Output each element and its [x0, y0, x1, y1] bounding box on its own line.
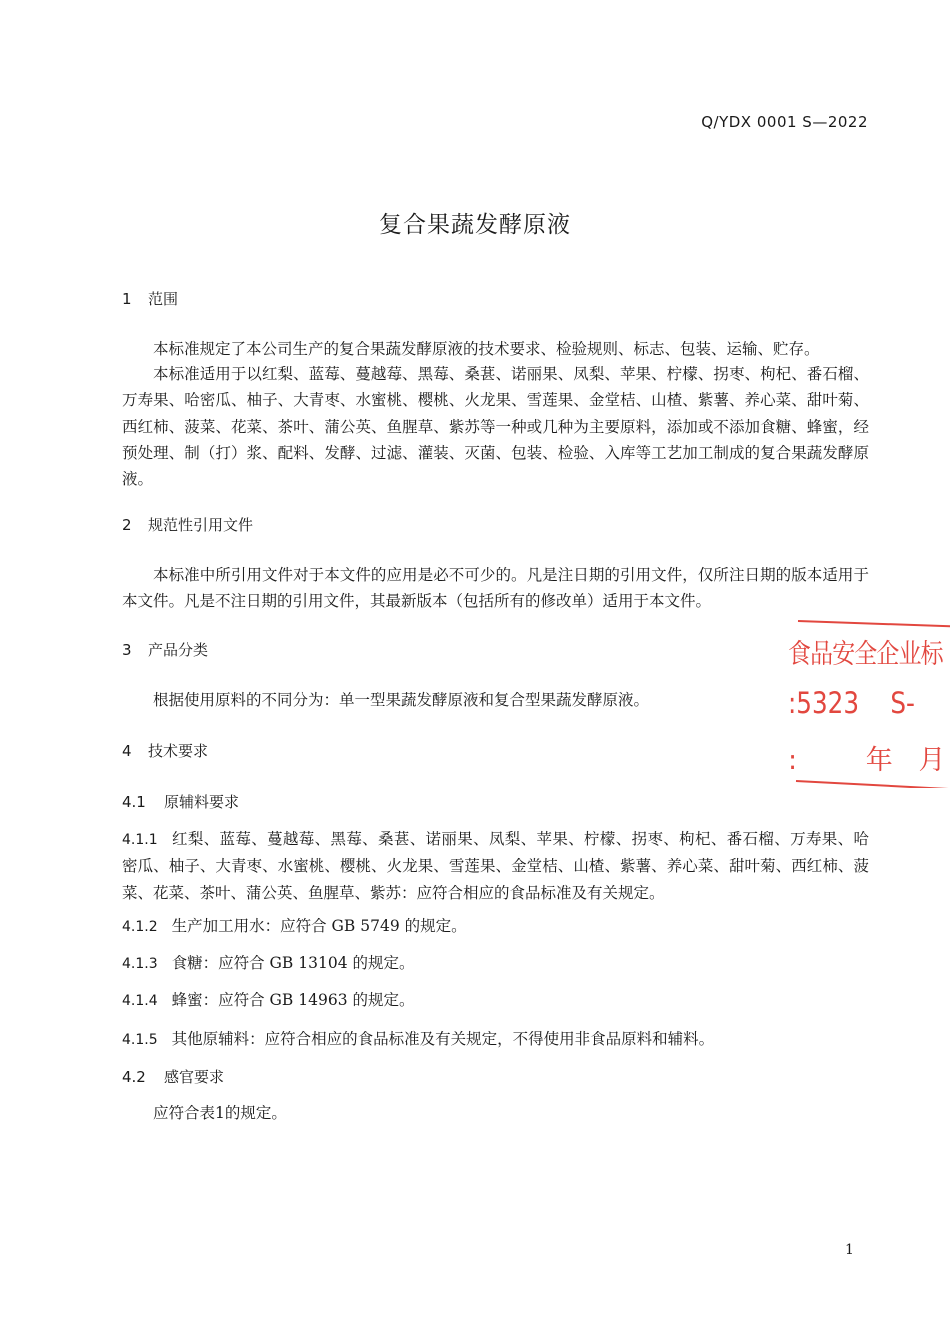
clause-number: 4.1.2 — [122, 919, 158, 935]
registration-stamp — [788, 620, 950, 788]
subsection-title: 感官要求 — [164, 1068, 225, 1086]
section-number: 4 — [122, 742, 132, 760]
stamp-border-bottom — [796, 780, 950, 788]
clause-4-1-4 — [122, 987, 869, 1014]
subsection-4-2-heading — [122, 1066, 224, 1087]
section-title: 产品分类 — [148, 641, 209, 659]
section-title: 技术要求 — [148, 742, 209, 760]
section-title: 规范性引用文件 — [148, 516, 254, 534]
clause-number: 4.1.4 — [122, 993, 158, 1009]
section-1-paragraph-1: 本标准规定了本公司生产的复合果蔬发酵原液的技术要求、检验规则、标志、包装、运输、贮存。 — [153, 340, 820, 358]
document-title: 复合果蔬发酵原液 — [379, 212, 571, 238]
subsection-4-1-heading — [122, 791, 239, 812]
section-4-heading — [122, 740, 208, 761]
clause-4-1-2 — [122, 913, 869, 940]
subsection-number: 4.2 — [122, 1068, 146, 1086]
stamp-text-line-3: : 年 月 — [788, 745, 946, 776]
clause-4-1-3 — [122, 950, 869, 977]
clause-text: 其他原辅料：应符合相应的食品标准及有关规定，不得使用非食品原料和辅料。 — [171, 1030, 715, 1048]
stamp-border-top — [798, 620, 950, 628]
subsection-number: 4.1 — [122, 793, 146, 811]
section-2-heading — [122, 514, 253, 535]
subsection-title: 原辅料要求 — [164, 793, 240, 811]
clause-text: 食糖：应符合 GB 13104 的规定。 — [171, 954, 415, 972]
section-1-paragraph-2: 本标准适用于以红梨、蓝莓、蔓越莓、黑莓、桑葚、诺丽果、凤梨、苹果、柠檬、拐枣、枸杞、番石榴、万寿果、哈密瓜、柚子、大青枣、水蜜桃、樱桃、火龙果、雪莲果、金堂桔、山楂、紫薯、养心菜、甜叶菊、西红柿、菠菜、花菜、茶叶、蒲公英、鱼腥草、紫苏等一种或几种为主要原料，添加或不添加食糖、蜂蜜，经预处理、制（打）浆、配料、发酵、过滤、灌装、灭菌、包装、检验、入库等工艺加工制成的复合果蔬发酵原液。 — [122, 365, 869, 489]
stamp-text-line-1: 食品安全企业标 — [788, 639, 943, 670]
page-number: 1 — [845, 1242, 854, 1258]
clause-4-1-1 — [122, 826, 869, 906]
clause-text: 生产加工用水：应符合 GB 5749 的规定。 — [171, 917, 467, 935]
subsection-4-2-paragraph: 应符合表1的规定。 — [153, 1104, 287, 1122]
clause-4-1-5 — [122, 1026, 869, 1053]
clause-number: 4.1.3 — [122, 956, 158, 972]
section-title: 范围 — [148, 290, 179, 308]
section-number: 1 — [122, 290, 132, 308]
clause-text: 蜂蜜：应符合 GB 14963 的规定。 — [171, 991, 415, 1009]
section-3-paragraph-1: 根据使用原料的不同分为：单一型果蔬发酵原液和复合型果蔬发酵原液。 — [153, 691, 650, 709]
section-1-heading — [122, 288, 178, 309]
stamp-text-line-2: :5323 S- — [788, 686, 915, 720]
section-2-paragraph-1: 本标准中所引用文件对于本文件的应用是必不可少的。凡是注日期的引用文件，仅所注日期的版本适用于本文件。凡是不注日期的引用文件，其最新版本（包括所有的修改单）适用于本文件。 — [122, 566, 869, 611]
document-code: Q/YDX 0001 S—2022 — [701, 113, 868, 131]
section-3-heading — [122, 639, 208, 660]
clause-text: 红梨、蓝莓、蔓越莓、黑莓、桑葚、诺丽果、凤梨、苹果、柠檬、拐枣、枸杞、番石榴、万寿果、哈密瓜、柚子、大青枣、水蜜桃、樱桃、火龙果、雪莲果、金堂桔、山楂、紫薯、养心菜、甜叶菊、西红柿、菠菜、花菜、茶叶、蒲公英、鱼腥草、紫苏：应符合相应的食品标准及有关规定。 — [122, 830, 869, 902]
clause-number: 4.1.5 — [122, 1032, 158, 1048]
section-number: 2 — [122, 516, 132, 534]
clause-number: 4.1.1 — [122, 832, 158, 848]
section-number: 3 — [122, 641, 132, 659]
